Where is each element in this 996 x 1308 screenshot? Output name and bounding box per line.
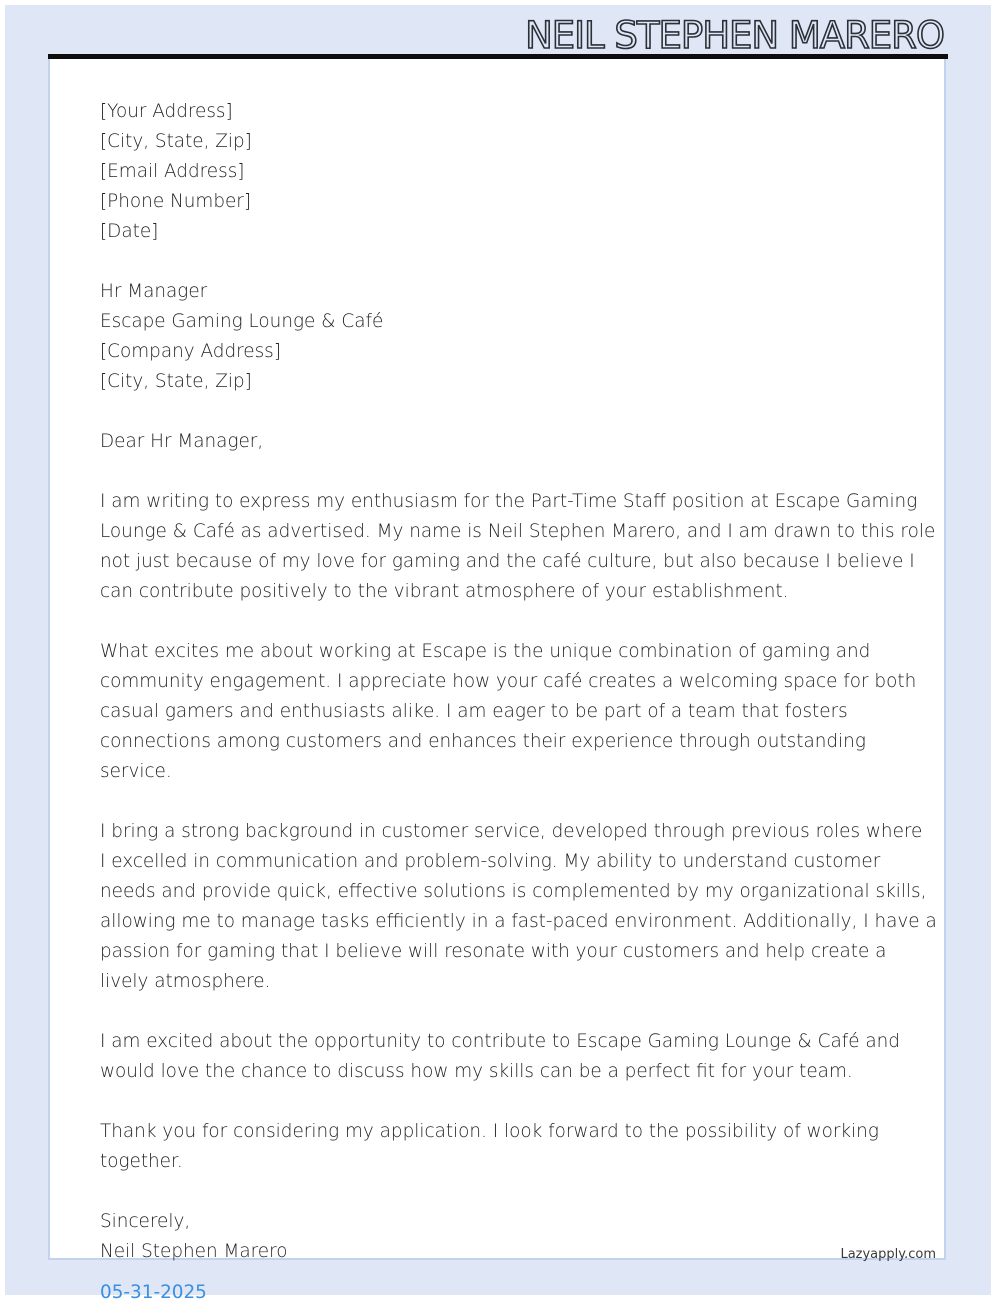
- spacer: [100, 247, 900, 277]
- spacer: [100, 997, 900, 1027]
- recipient-company: Escape Gaming Lounge & Café: [100, 311, 384, 332]
- recipient-address: [Company Address]: [100, 341, 281, 362]
- recipient-title: Hr Manager: [100, 281, 208, 302]
- paragraph-line: not just because of my love for gaming and the café culture, but also because I believe I: [100, 551, 915, 572]
- sender-address: [Your Address]: [100, 101, 233, 122]
- body-paragraph-2: [100, 637, 917, 787]
- spacer: [100, 457, 900, 487]
- paragraph-line: What excites me about working at Escape is the unique combination of gaming and: [100, 641, 871, 662]
- footer-brand: Lazyapply.com: [840, 1247, 936, 1262]
- spacer: [100, 787, 900, 817]
- paragraph-line: community engagement. I appreciate how your café creates a welcoming space for both: [100, 671, 917, 692]
- sender-date: [Date]: [100, 221, 159, 242]
- paragraph-line: I am writing to express my enthusiasm for the Part-Time Staff position at Escape Gaming: [100, 491, 918, 512]
- paragraph-line: can contribute positively to the vibrant atmosphere of your establishment.: [100, 581, 789, 602]
- paragraph-line: I excelled in communication and problem-solving. My ability to understand customer: [100, 851, 881, 872]
- paragraph-line: Lounge & Café as advertised. My name is Neil Stephen Marero, and I am drawn to this role: [100, 521, 936, 542]
- paragraph-line: together.: [100, 1151, 183, 1172]
- signature-name: Neil Stephen Marero: [100, 1241, 288, 1262]
- valediction: Sincerely,: [100, 1211, 191, 1232]
- paragraph-line: passion for gaming that I believe will resonate with your customers and help create a: [100, 941, 887, 962]
- paragraph-line: lively atmosphere.: [100, 971, 271, 992]
- paragraph-line: allowing me to manage tasks efficiently in a fast-paced environment. Additionally, I have a: [100, 911, 937, 932]
- spacer: [100, 1087, 900, 1117]
- sender-city-state-zip: [City, State, Zip]: [100, 131, 252, 152]
- spacer: [100, 397, 900, 427]
- sender-block: [100, 97, 900, 247]
- sender-email: [Email Address]: [100, 161, 245, 182]
- paragraph-line: Thank you for considering my application. I look forward to the possibility of working: [100, 1121, 879, 1142]
- body-paragraph-4: [100, 1027, 900, 1087]
- closing-date: 05-31-2025: [100, 1282, 207, 1303]
- spacer: [100, 607, 900, 637]
- paragraph-line: connections among customers and enhances their experience through outstanding: [100, 731, 866, 752]
- header-name: NEIL STEPHEN MARERO: [525, 14, 944, 57]
- body-paragraph-1: [100, 487, 936, 607]
- recipient-city-state-zip: [City, State, Zip]: [100, 371, 252, 392]
- paragraph-line: service.: [100, 761, 172, 782]
- paragraph-line: needs and provide quick, effective solutions is complemented by my organizational skills,: [100, 881, 927, 902]
- paragraph-line: I am excited about the opportunity to contribute to Escape Gaming Lounge & Café and: [100, 1031, 900, 1052]
- recipient-block: [100, 277, 900, 397]
- body-paragraph-5: [100, 1117, 900, 1177]
- paragraph-line: I bring a strong background in customer service, developed through previous roles where: [100, 821, 923, 842]
- paragraph-line: would love the chance to discuss how my skills can be a perfect fit for your team.: [100, 1061, 853, 1082]
- spacer: [100, 1177, 900, 1207]
- sender-phone: [Phone Number]: [100, 191, 252, 212]
- paragraph-line: casual gamers and enthusiasts alike. I am eager to be part of a team that fosters: [100, 701, 848, 722]
- salutation: Dear Hr Manager,: [100, 431, 264, 452]
- body-paragraph-3: [100, 817, 937, 997]
- cover-letter-body: [100, 97, 937, 1267]
